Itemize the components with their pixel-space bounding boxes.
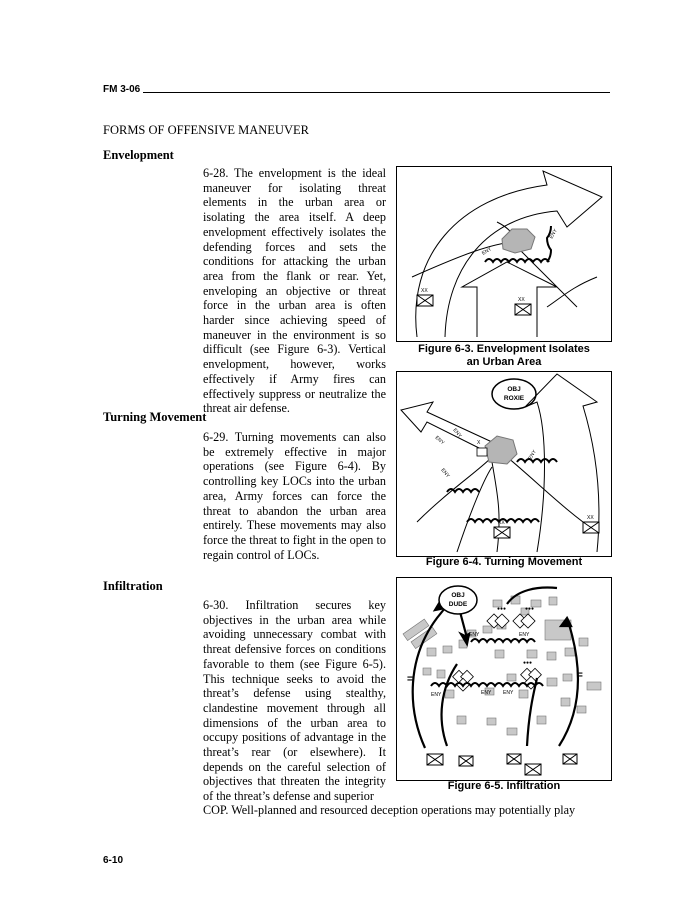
figure-6-3-caption-line1: Figure 6-3. Envelopment Isolates bbox=[418, 343, 590, 355]
eny-label: ENY bbox=[548, 228, 559, 240]
figure-6-4-caption: Figure 6-4. Turning Movement bbox=[425, 556, 583, 568]
friendly-unit-symbol bbox=[525, 764, 541, 775]
eny-label: ENY bbox=[469, 632, 480, 638]
objective-label: OBJ bbox=[451, 592, 465, 599]
figure-6-5-caption: Figure 6-5. Infiltration bbox=[447, 780, 561, 792]
section-title: FORMS OF OFFENSIVE MANEUVER bbox=[103, 123, 309, 137]
boundary-marker: = bbox=[407, 674, 413, 685]
dots-marker: ●●● bbox=[497, 606, 507, 612]
infiltration-continuation: COP. Well-planned and resourced deception operations may potentially play bbox=[203, 803, 576, 817]
objective-roxie-marker bbox=[492, 379, 536, 409]
running-header: FM 3-06 bbox=[103, 84, 141, 95]
division-unit-symbol bbox=[583, 515, 599, 533]
figure-6-3-caption-line2: an Urban Area bbox=[466, 356, 542, 368]
eny-label: ENY bbox=[481, 690, 492, 696]
svg-text:XX: XX bbox=[587, 515, 594, 521]
turning-movement-heading: Turning Movement bbox=[103, 410, 207, 424]
eny-label: ENY bbox=[451, 427, 463, 440]
objective-label: OBJ bbox=[507, 386, 521, 393]
brigade-label: X bbox=[477, 440, 481, 446]
eny-label: ENY bbox=[433, 434, 446, 447]
figure-6-4-turning-movement-diagram bbox=[396, 371, 612, 557]
svg-text:XX: XX bbox=[498, 520, 505, 526]
infiltration-paragraph: 6-30. Infiltration secures key objectives in the urban area while avoiding unnecessary combat with threat defensive forces on conditions favorable to them (see Figure 6-5). This technique seeks to avoid the threat’s defense using stealthy, clandestine movement through all dimensions of the urban area to occupy positions of advantage in the threat’s rear (or elsewhere). It depends on the careful selection of objectives that threaten the integrity of the threat’s defense and superior bbox=[203, 598, 386, 804]
dots-marker: ●●● bbox=[525, 606, 535, 612]
eny-label: ENY bbox=[481, 246, 493, 257]
turning-movement-map bbox=[397, 372, 610, 555]
eny-label: ENY bbox=[503, 690, 514, 696]
friendly-unit-symbol bbox=[507, 754, 521, 764]
envelopment-map bbox=[397, 167, 610, 340]
dots-marker: ●●● bbox=[523, 660, 533, 666]
division-unit-symbol bbox=[417, 288, 433, 306]
objective-dude-marker bbox=[439, 586, 477, 614]
envelopment-heading: Envelopment bbox=[103, 148, 174, 162]
eny-label: ENY bbox=[431, 692, 442, 698]
objective-name: ROXIE bbox=[503, 395, 525, 402]
page-number: 6-10 bbox=[103, 855, 124, 866]
eny-label: ENY bbox=[527, 449, 538, 461]
objective-name: DUDE bbox=[448, 601, 468, 608]
eny-label: ENY bbox=[439, 467, 451, 480]
boundary-marker: = bbox=[577, 670, 583, 681]
header-rule bbox=[143, 92, 610, 93]
infiltration-heading: Infiltration bbox=[103, 579, 163, 593]
figure-6-3-caption bbox=[396, 343, 612, 369]
infiltration-map bbox=[397, 578, 610, 779]
friendly-unit-symbol bbox=[427, 754, 443, 765]
svg-text:XX: XX bbox=[421, 288, 428, 294]
figure-6-5-infiltration-diagram bbox=[396, 577, 612, 781]
division-unit-symbol bbox=[515, 297, 531, 315]
friendly-unit-symbol bbox=[459, 756, 473, 766]
eny-label: ENY bbox=[519, 632, 530, 638]
turning-movement-paragraph: 6-29. Turning movements can also be extremely effective in major operations (see Figure 6-4). By controlling key LOCs into the urban area, Army forces can force the threat to abandon the urban area entirely. These movements may also force the threat to fight in the open to regain control of LOCs. bbox=[203, 430, 386, 562]
envelopment-paragraph: 6-28. The envelopment is the ideal maneuver for isolating threat elements in the urban area or isolating the area itself. A deep envelopment effectively isolates the defending forces and sets the conditions for attacking the urban area from the flank or rear. Yet, enveloping an objective or threat force in the urban area is often harder since achieving speed of maneuver in the environment is so difficult (see Figure 6-3). Vertical envelopment, however, works effectively if Army fires can effectively suppress or neutralize the threat air defense. bbox=[203, 166, 386, 416]
friendly-unit-symbol bbox=[563, 754, 577, 764]
svg-text:XX: XX bbox=[518, 297, 525, 303]
figure-6-3-envelopment-diagram bbox=[396, 166, 612, 342]
